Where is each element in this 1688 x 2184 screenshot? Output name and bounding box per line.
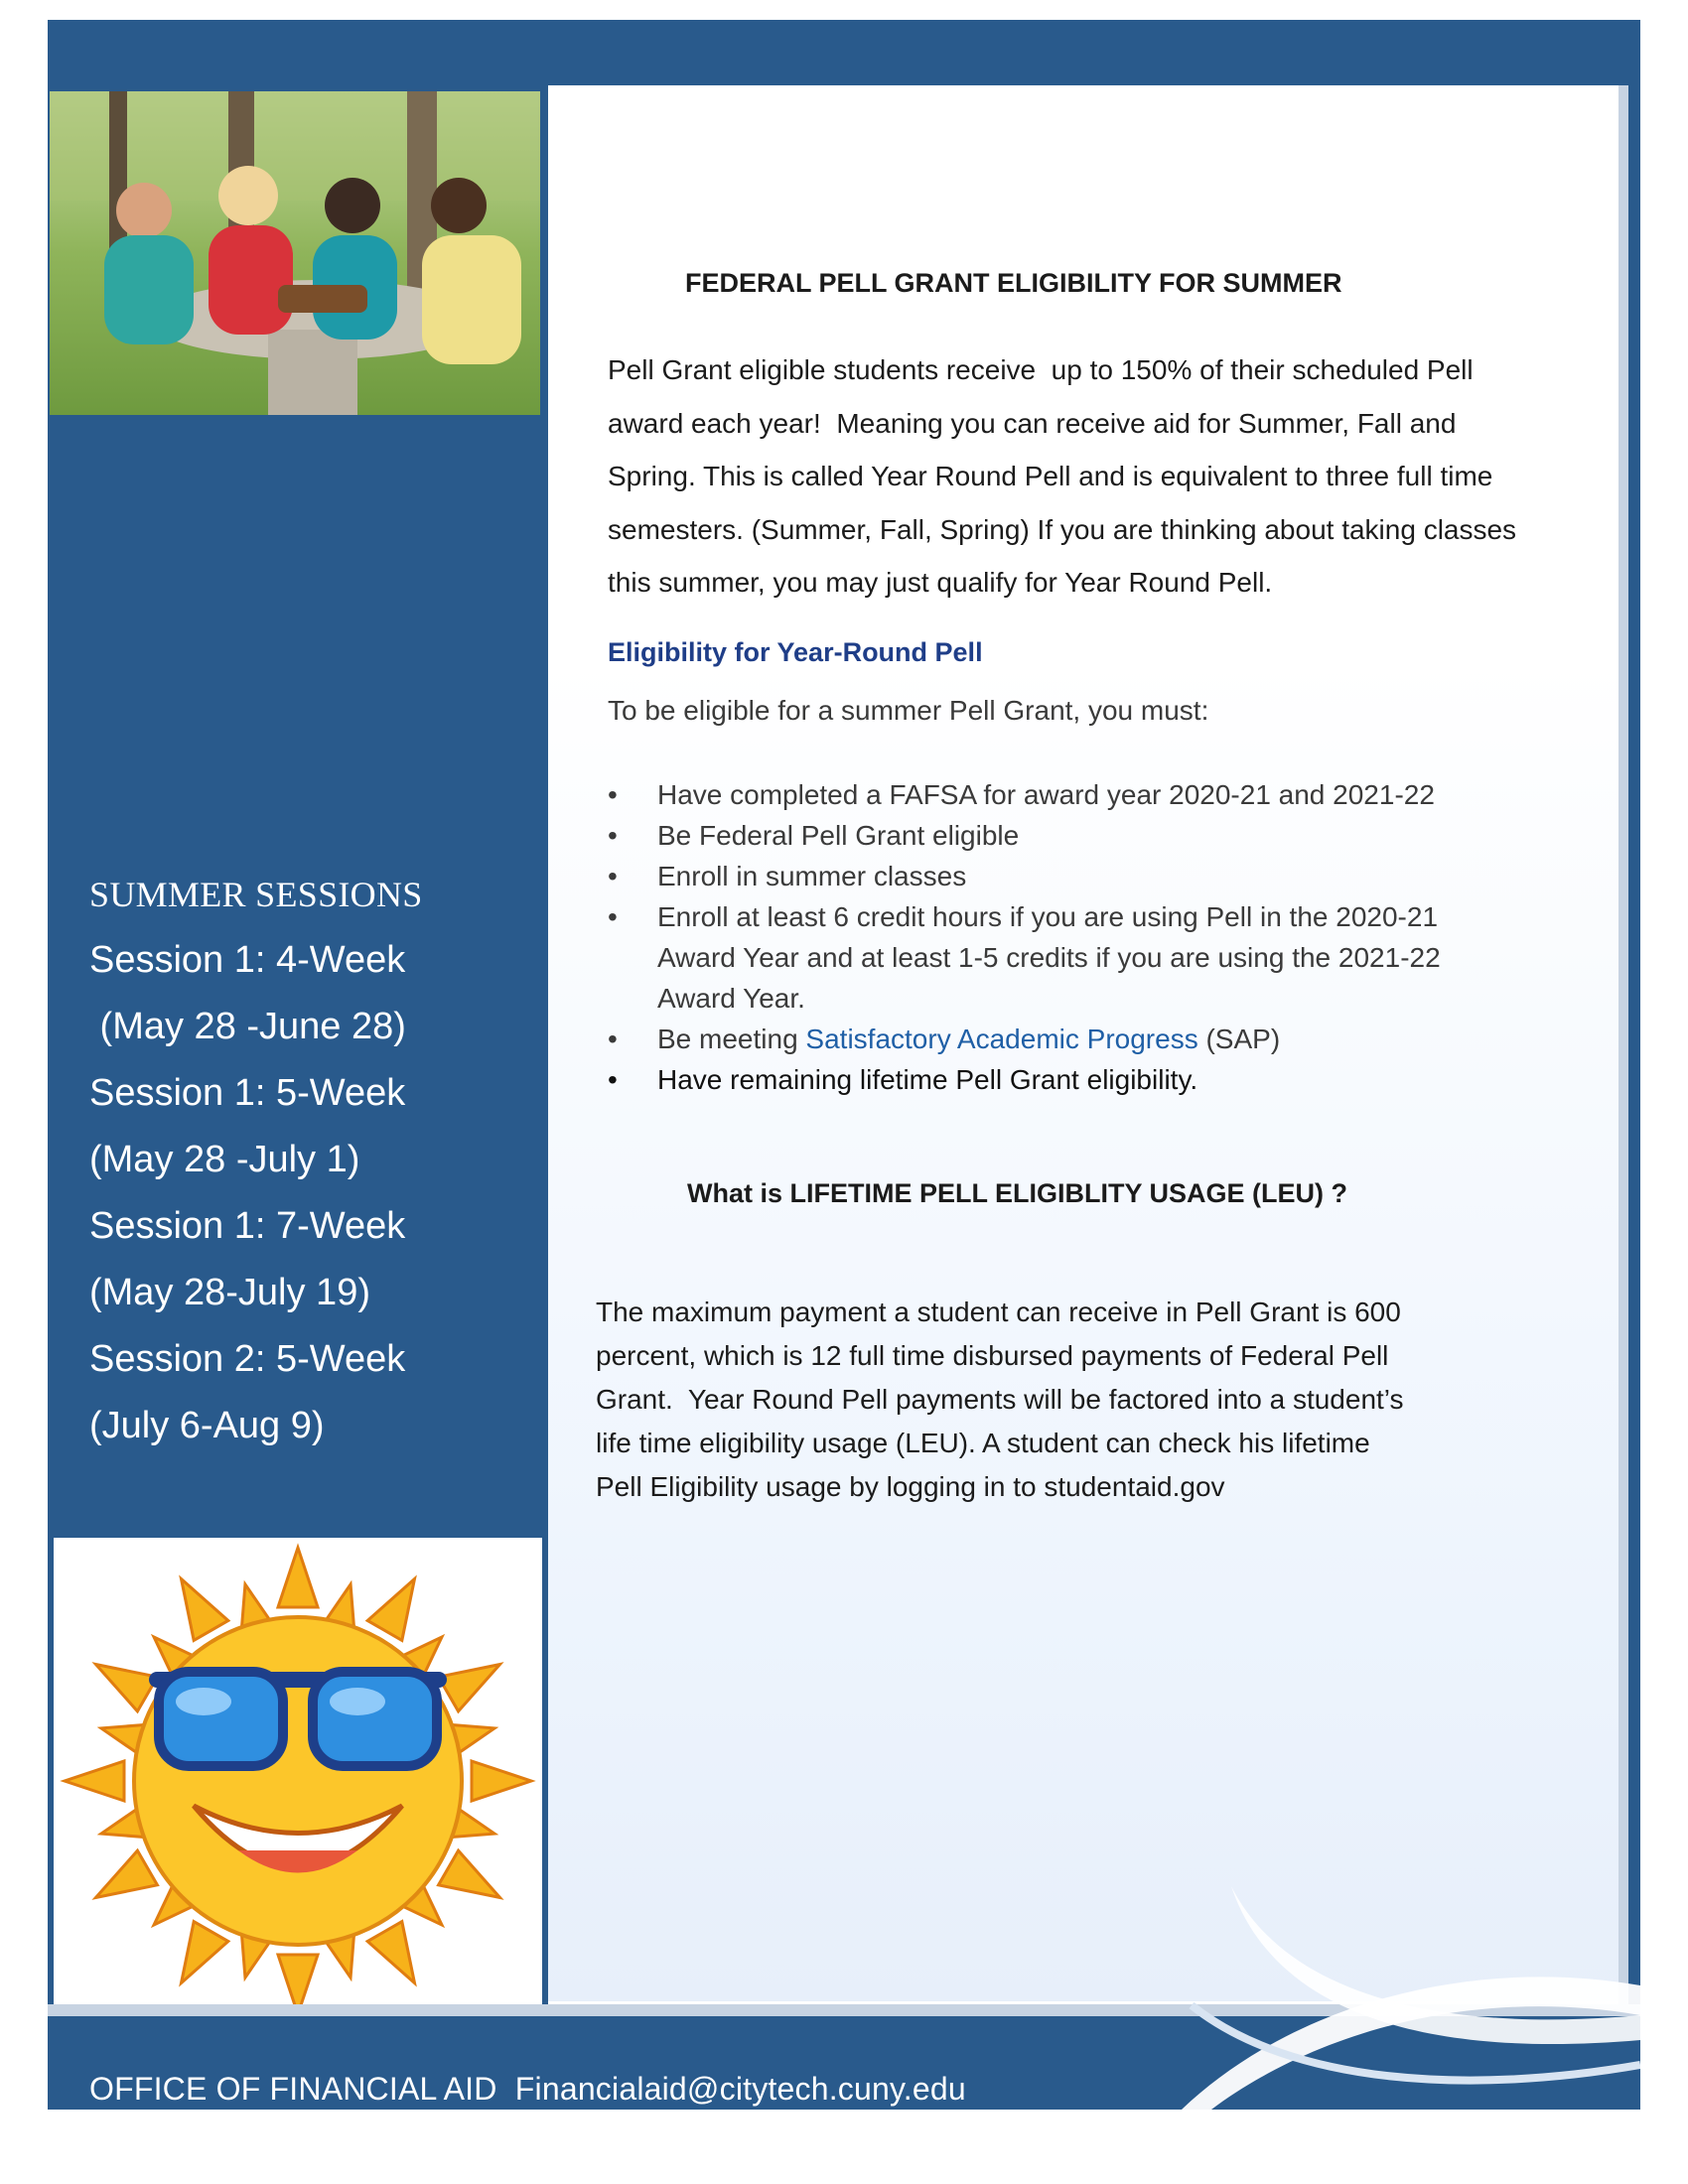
requirement-fafsa: Have completed a FAFSA for award year 2020-21 and 2021-22 (657, 779, 1435, 810)
sessions-title: SUMMER SESSIONS (89, 875, 423, 914)
intro-line: Spring. This is called Year Round Pell and is equivalent to three full time (608, 461, 1493, 491)
footer-contact (89, 2071, 966, 2108)
footer-email-link[interactable]: Financialaid@citytech.cuny.edu (514, 2071, 966, 2107)
right-border (1628, 85, 1640, 2004)
bullet-icon: • (608, 779, 618, 810)
footer-office-name: OFFICE OF FINANCIAL AID (89, 2071, 497, 2107)
intro-line: Pell Grant eligible students receive up to 150% of their scheduled Pell (608, 354, 1474, 385)
sun-illustration (54, 1538, 542, 2004)
list-item (608, 815, 1601, 856)
page-title: FEDERAL PELL GRANT ELIGIBILITY FOR SUMMER (685, 268, 1342, 298)
leu-heading (687, 1178, 1347, 1209)
leu-line: The maximum payment a student can receive in Pell Grant is 600 (596, 1297, 1401, 1327)
leu-paragraph (596, 1291, 1489, 1509)
summer-sessions (89, 874, 546, 1459)
session-line: (May 28 -June 28) (89, 1006, 406, 1047)
session-line: Session 1: 5-Week (89, 1072, 406, 1114)
requirement-credits-line: Enroll at least 6 credit hours if you are using Pell in the 2020-21 (657, 901, 1439, 932)
right-border-light (1618, 85, 1628, 2004)
session-line: Session 1: 7-Week (89, 1205, 406, 1247)
requirement-enroll: Enroll in summer classes (657, 861, 967, 891)
list-item (608, 896, 1601, 1019)
list-item (608, 774, 1601, 815)
session-line: Session 1: 4-Week (89, 939, 406, 981)
top-banner (48, 20, 1640, 85)
bullet-icon: • (608, 861, 618, 891)
intro-paragraph (608, 343, 1601, 610)
intro-line: this summer, you may just qualify for Year Round Pell. (608, 567, 1273, 598)
eligibility-heading: Eligibility for Year-Round Pell (608, 637, 983, 667)
session-line: Session 2: 5-Week (89, 1338, 406, 1380)
leu-line: percent, which is 12 full time disbursed payments of Federal Pell (596, 1340, 1389, 1371)
list-item (608, 1059, 1601, 1100)
requirement-credits-line: Award Year and at least 1-5 credits if you are using the 2021-22 (657, 942, 1441, 973)
intro-line: award each year! Meaning you can receive aid for Summer, Fall and (608, 407, 1457, 439)
leu-line: Pell Eligibility usage by logging in to studentaid.gov (596, 1471, 1225, 1502)
bullet-icon: • (608, 1064, 618, 1095)
leu-heading-emphasis: LIFETIME PELL ELIGIBLITY USAGE (LEU) ? (789, 1178, 1348, 1208)
bullet-icon: • (608, 820, 618, 851)
eligibility-list (608, 774, 1601, 1100)
requirement-pell-eligible: Be Federal Pell Grant eligible (657, 820, 1020, 851)
eligibility-subheading: To be eligible for a summer Pell Grant, you must: (608, 695, 1209, 726)
students-photo (50, 91, 540, 415)
bullet-icon: • (608, 901, 618, 932)
session-line: (May 28-July 19) (89, 1272, 370, 1313)
decorative-swoosh (1172, 1866, 1640, 2110)
session-line: (May 28 -July 1) (89, 1139, 360, 1180)
requirement-lifetime: Have remaining lifetime Pell Grant eligibility. (657, 1064, 1198, 1095)
requirement-sap-suffix: (SAP) (1197, 1024, 1281, 1054)
list-item (608, 856, 1601, 896)
requirement-credits-line: Award Year. (657, 983, 805, 1014)
intro-line: semesters. (Summer, Fall, Spring) If you are thinking about taking classes (608, 513, 1517, 545)
requirement-sap-prefix: Be meeting (657, 1024, 806, 1054)
leu-line: Grant. Year Round Pell payments will be factored into a student’s (596, 1384, 1404, 1415)
leu-heading-prefix: What is (687, 1178, 790, 1208)
sap-link[interactable]: Satisfactory Academic Progress (805, 1024, 1198, 1054)
bullet-icon: • (608, 1024, 618, 1054)
list-item (608, 1019, 1601, 1059)
leu-line: life time eligibility usage (LEU). A student can check his lifetime (596, 1428, 1370, 1458)
session-line: (July 6-Aug 9) (89, 1405, 325, 1446)
